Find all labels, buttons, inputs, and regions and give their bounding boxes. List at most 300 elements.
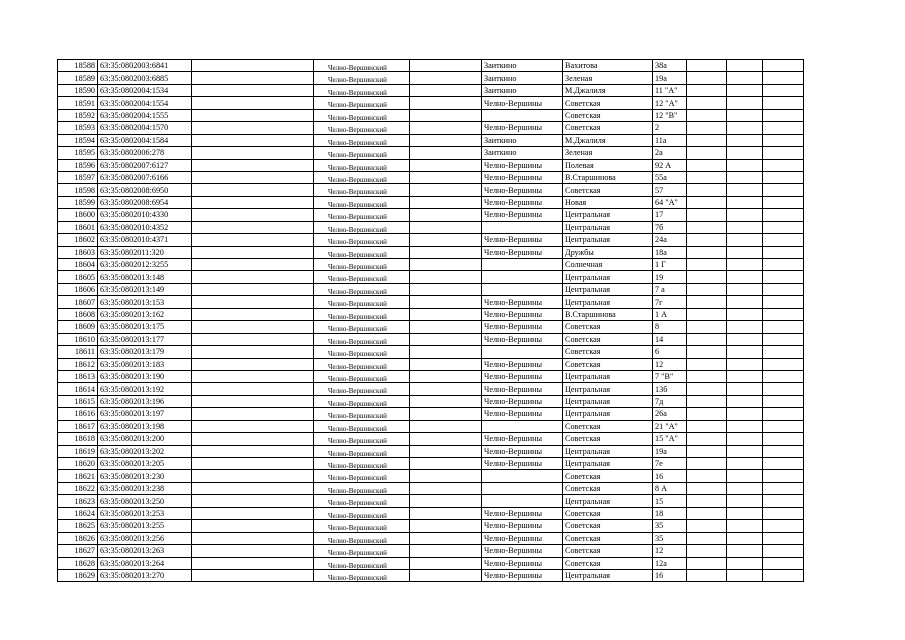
table-row <box>58 72 804 84</box>
house-cell: 8 <box>653 321 687 333</box>
empty-cell <box>687 147 727 159</box>
district-cell <box>314 84 410 96</box>
cadastral-number-cell: 63:35:0802013:263 <box>98 545 192 557</box>
house-cell: 55а <box>653 171 687 183</box>
empty-cell <box>687 333 727 345</box>
empty-cell <box>410 532 482 544</box>
street-cell: М.Джалиля <box>563 134 653 146</box>
empty-cell <box>727 445 763 457</box>
table-row <box>58 420 804 432</box>
empty-cell <box>727 84 763 96</box>
empty-cell <box>687 532 727 544</box>
district-cell <box>314 221 410 233</box>
empty-cell <box>192 196 314 208</box>
empty-cell <box>687 370 727 382</box>
empty-cell <box>763 246 804 258</box>
table-row <box>58 395 804 407</box>
table-row <box>58 209 804 221</box>
locality-cell: Челно-Вершины <box>482 97 563 109</box>
empty-cell <box>687 383 727 395</box>
empty-cell <box>687 433 727 445</box>
district-label: Челно-Вершинский <box>328 151 387 159</box>
row-number-cell: 18623 <box>58 495 98 507</box>
empty-cell <box>192 271 314 283</box>
cadastral-number-cell: 63:35:0802004:1554 <box>98 97 192 109</box>
house-cell: 7 а <box>653 283 687 295</box>
row-number-cell: 18604 <box>58 259 98 271</box>
house-cell: 16 <box>653 470 687 482</box>
table-row <box>58 495 804 507</box>
empty-cell <box>687 159 727 171</box>
empty-cell <box>687 171 727 183</box>
empty-cell <box>192 445 314 457</box>
district-label: Челно-Вершинский <box>328 225 387 234</box>
empty-cell <box>763 569 804 581</box>
empty-cell <box>192 134 314 146</box>
district-label: Челно-Вершинский <box>328 287 387 296</box>
cadastral-number-cell: 63:35:0802013:253 <box>98 507 192 519</box>
district-label: Челно-Вершинский <box>328 387 387 396</box>
empty-cell <box>687 569 727 581</box>
street-cell: Советская <box>563 358 653 370</box>
empty-cell <box>727 60 763 72</box>
cadastral-number-cell: 63:35:0802012:3255 <box>98 259 192 271</box>
district-cell <box>314 507 410 519</box>
street-cell: Центральная <box>563 370 653 382</box>
district-label: Челно-Вершинский <box>328 138 387 147</box>
empty-cell <box>763 221 804 233</box>
cadastral-number-cell: 63:35:0802013:238 <box>98 482 192 494</box>
district-cell <box>314 346 410 358</box>
empty-cell <box>763 321 804 333</box>
district-cell <box>314 60 410 72</box>
empty-cell <box>410 507 482 519</box>
district-cell <box>314 271 410 283</box>
street-cell: Центральная <box>563 395 653 407</box>
district-label: Челно-Вершинский <box>328 238 387 247</box>
cadastral-number-cell: 63:35:0802013:177 <box>98 333 192 345</box>
empty-cell <box>192 346 314 358</box>
empty-cell <box>410 234 482 246</box>
house-cell: 21 "А" <box>653 420 687 432</box>
district-cell <box>314 545 410 557</box>
empty-cell <box>763 470 804 482</box>
street-cell: Центральная <box>563 296 653 308</box>
table-row <box>58 147 804 159</box>
table-row <box>58 234 804 246</box>
street-cell: Советская <box>563 507 653 519</box>
table-row <box>58 482 804 494</box>
empty-cell <box>727 321 763 333</box>
cadastral-number-cell: 63:35:0802003:6885 <box>98 72 192 84</box>
empty-cell <box>687 109 727 121</box>
empty-cell <box>763 234 804 246</box>
table-row <box>58 84 804 96</box>
table-row <box>58 296 804 308</box>
row-number-cell: 18624 <box>58 507 98 519</box>
empty-cell <box>687 557 727 569</box>
table-row <box>58 383 804 395</box>
locality-cell <box>482 283 563 295</box>
row-number-cell: 18591 <box>58 97 98 109</box>
cadastral-number-cell: 63:35:0802013:230 <box>98 470 192 482</box>
cadastral-number-cell: 63:35:0802007:6127 <box>98 159 192 171</box>
district-label: Челно-Вершинский <box>328 549 387 557</box>
street-cell: Советская <box>563 97 653 109</box>
locality-cell: Заиткино <box>482 147 563 159</box>
cadastral-number-cell: 63:35:0802013:162 <box>98 308 192 320</box>
locality-cell: Челно-Вершины <box>482 569 563 581</box>
house-cell: 26а <box>653 408 687 420</box>
table-row <box>58 433 804 445</box>
street-cell: Дружбы <box>563 246 653 258</box>
row-number-cell: 18607 <box>58 296 98 308</box>
empty-cell <box>727 458 763 470</box>
district-label: Челно-Вершинский <box>328 424 387 433</box>
district-cell <box>314 520 410 532</box>
house-cell: 15 "А" <box>653 433 687 445</box>
row-number-cell: 18610 <box>58 333 98 345</box>
district-cell <box>314 283 410 295</box>
cadastral-number-cell: 63:35:0802013:153 <box>98 296 192 308</box>
house-cell: 11 "А" <box>653 84 687 96</box>
empty-cell <box>763 109 804 121</box>
empty-cell <box>192 557 314 569</box>
empty-cell <box>687 495 727 507</box>
empty-cell <box>192 383 314 395</box>
empty-cell <box>687 395 727 407</box>
locality-cell: Челно-Вершины <box>482 321 563 333</box>
row-number-cell: 18599 <box>58 196 98 208</box>
street-cell: Советская <box>563 482 653 494</box>
table-row <box>58 246 804 258</box>
empty-cell <box>192 532 314 544</box>
empty-cell <box>727 159 763 171</box>
district-label: Челно-Вершинский <box>328 275 387 284</box>
empty-cell <box>410 271 482 283</box>
row-number-cell: 18611 <box>58 346 98 358</box>
empty-cell <box>763 209 804 221</box>
empty-cell <box>687 445 727 457</box>
locality-cell: Заиткино <box>482 72 563 84</box>
empty-cell <box>410 482 482 494</box>
empty-cell <box>192 283 314 295</box>
row-number-cell: 18597 <box>58 171 98 183</box>
empty-cell <box>727 557 763 569</box>
empty-cell <box>727 147 763 159</box>
empty-cell <box>727 171 763 183</box>
house-cell: 1 Г <box>653 259 687 271</box>
empty-cell <box>763 346 804 358</box>
locality-cell <box>482 221 563 233</box>
empty-cell <box>192 159 314 171</box>
house-cell: 15 <box>653 495 687 507</box>
locality-cell: Челно-Вершины <box>482 395 563 407</box>
house-cell: 18 <box>653 507 687 519</box>
district-cell <box>314 296 410 308</box>
district-cell <box>314 234 410 246</box>
district-label: Челно-Вершинский <box>328 188 387 197</box>
empty-cell <box>727 420 763 432</box>
empty-cell <box>410 420 482 432</box>
table-row <box>58 370 804 382</box>
empty-cell <box>192 72 314 84</box>
empty-cell <box>410 545 482 557</box>
empty-cell <box>410 259 482 271</box>
empty-cell <box>727 259 763 271</box>
street-cell: В.Старшинова <box>563 171 653 183</box>
district-cell <box>314 433 410 445</box>
table-row <box>58 109 804 121</box>
row-number-cell: 18595 <box>58 147 98 159</box>
empty-cell <box>410 60 482 72</box>
locality-cell: Челно-Вершины <box>482 358 563 370</box>
street-cell: Советская <box>563 122 653 134</box>
row-number-cell: 18622 <box>58 482 98 494</box>
district-cell <box>314 159 410 171</box>
empty-cell <box>763 445 804 457</box>
district-cell <box>314 196 410 208</box>
district-label: Челно-Вершинский <box>328 350 387 358</box>
empty-cell <box>687 134 727 146</box>
empty-cell <box>192 234 314 246</box>
cadastral-number-cell: 63:35:0802013:205 <box>98 458 192 470</box>
empty-cell <box>687 196 727 208</box>
district-cell <box>314 532 410 544</box>
empty-cell <box>727 246 763 258</box>
street-cell: Зеленая <box>563 72 653 84</box>
locality-cell: Челно-Вершины <box>482 520 563 532</box>
district-label: Челно-Вершинский <box>328 250 387 259</box>
house-cell: 7е <box>653 458 687 470</box>
street-cell: Центральная <box>563 271 653 283</box>
district-label: Челно-Вершинский <box>328 499 387 508</box>
district-label: Челно-Вершинский <box>328 64 387 72</box>
house-cell: 19а <box>653 72 687 84</box>
locality-cell: Челно-Вершины <box>482 445 563 457</box>
empty-cell <box>727 507 763 519</box>
empty-cell <box>727 495 763 507</box>
empty-cell <box>763 308 804 320</box>
street-cell: Центральная <box>563 495 653 507</box>
empty-cell <box>727 283 763 295</box>
cadastral-number-cell: 63:35:0802004:1534 <box>98 84 192 96</box>
table-row <box>58 569 804 581</box>
cadastral-number-cell: 63:35:0802013:175 <box>98 321 192 333</box>
empty-cell <box>687 358 727 370</box>
house-cell: 19 <box>653 271 687 283</box>
empty-cell <box>727 221 763 233</box>
empty-cell <box>763 545 804 557</box>
street-cell: Советская <box>563 333 653 345</box>
district-label: Челно-Вершинский <box>328 263 387 271</box>
row-number-cell: 18617 <box>58 420 98 432</box>
empty-cell <box>763 395 804 407</box>
empty-cell <box>727 296 763 308</box>
district-cell <box>314 72 410 84</box>
district-label: Челно-Вершинский <box>328 126 387 135</box>
district-label: Челно-Вершинский <box>328 200 387 209</box>
row-number-cell: 18629 <box>58 569 98 581</box>
cadastral-number-cell: 63:35:0802013:255 <box>98 520 192 532</box>
row-number-cell: 18600 <box>58 209 98 221</box>
empty-cell <box>192 395 314 407</box>
empty-cell <box>687 259 727 271</box>
empty-cell <box>687 97 727 109</box>
district-cell <box>314 122 410 134</box>
district-cell <box>314 420 410 432</box>
cadastral-number-cell: 63:35:0802013:202 <box>98 445 192 457</box>
table-row <box>58 159 804 171</box>
table-row <box>58 333 804 345</box>
empty-cell <box>687 520 727 532</box>
locality-cell: Челно-Вершины <box>482 383 563 395</box>
row-number-cell: 18615 <box>58 395 98 407</box>
locality-cell: Челно-Вершины <box>482 557 563 569</box>
empty-cell <box>727 346 763 358</box>
empty-cell <box>410 97 482 109</box>
empty-cell <box>192 482 314 494</box>
row-number-cell: 18593 <box>58 122 98 134</box>
district-cell <box>314 358 410 370</box>
row-number-cell: 18608 <box>58 308 98 320</box>
district-label: Челно-Вершинский <box>328 300 387 309</box>
empty-cell <box>410 308 482 320</box>
house-cell: 12 "А" <box>653 97 687 109</box>
row-number-cell: 18616 <box>58 408 98 420</box>
empty-cell <box>410 520 482 532</box>
empty-cell <box>192 308 314 320</box>
empty-cell <box>192 259 314 271</box>
house-cell: 11а <box>653 134 687 146</box>
empty-cell <box>763 134 804 146</box>
row-number-cell: 18590 <box>58 84 98 96</box>
empty-cell <box>410 433 482 445</box>
cadastral-table <box>57 59 804 582</box>
empty-cell <box>410 333 482 345</box>
empty-cell <box>410 470 482 482</box>
empty-cell <box>410 159 482 171</box>
empty-cell <box>687 271 727 283</box>
district-label: Челно-Вершинский <box>328 399 387 408</box>
empty-cell <box>763 495 804 507</box>
row-number-cell: 18614 <box>58 383 98 395</box>
street-cell: Центральная <box>563 458 653 470</box>
district-cell <box>314 383 410 395</box>
empty-cell <box>192 184 314 196</box>
district-label: Челно-Вершинский <box>328 524 387 533</box>
empty-cell <box>192 84 314 96</box>
empty-cell <box>410 283 482 295</box>
district-label: Челно-Вершинский <box>328 101 387 110</box>
locality-cell: Челно-Вершины <box>482 458 563 470</box>
district-cell <box>314 308 410 320</box>
table-row <box>58 346 804 358</box>
empty-cell <box>410 321 482 333</box>
empty-cell <box>687 72 727 84</box>
district-label: Челно-Вершинский <box>328 474 387 483</box>
locality-cell <box>482 495 563 507</box>
empty-cell <box>687 60 727 72</box>
empty-cell <box>192 209 314 221</box>
locality-cell <box>482 271 563 283</box>
locality-cell: Челно-Вершины <box>482 246 563 258</box>
table-row <box>58 221 804 233</box>
empty-cell <box>727 109 763 121</box>
row-number-cell: 18605 <box>58 271 98 283</box>
empty-cell <box>763 271 804 283</box>
street-cell: Центральная <box>563 445 653 457</box>
table-row <box>58 134 804 146</box>
empty-cell <box>410 458 482 470</box>
street-cell: Центральная <box>563 283 653 295</box>
table-row <box>58 184 804 196</box>
empty-cell <box>410 495 482 507</box>
empty-cell <box>410 109 482 121</box>
district-cell <box>314 333 410 345</box>
empty-cell <box>410 209 482 221</box>
empty-cell <box>727 408 763 420</box>
row-number-cell: 18621 <box>58 470 98 482</box>
locality-cell: Челно-Вершины <box>482 159 563 171</box>
locality-cell: Челно-Вершины <box>482 370 563 382</box>
empty-cell <box>763 159 804 171</box>
street-cell: Советская <box>563 109 653 121</box>
empty-cell <box>763 458 804 470</box>
empty-cell <box>687 420 727 432</box>
empty-cell <box>687 458 727 470</box>
empty-cell <box>192 358 314 370</box>
row-number-cell: 18625 <box>58 520 98 532</box>
row-number-cell: 18602 <box>58 234 98 246</box>
empty-cell <box>192 408 314 420</box>
empty-cell <box>410 134 482 146</box>
street-cell: Советская <box>563 557 653 569</box>
house-cell: 6 <box>653 346 687 358</box>
district-cell <box>314 97 410 109</box>
empty-cell <box>687 482 727 494</box>
district-label: Челно-Вершинский <box>328 325 387 334</box>
house-cell: 17 <box>653 209 687 221</box>
locality-cell: Челно-Вершины <box>482 296 563 308</box>
table-row <box>58 445 804 457</box>
house-cell: 18а <box>653 246 687 258</box>
street-cell: Советская <box>563 433 653 445</box>
empty-cell <box>727 370 763 382</box>
district-label: Челно-Вершинский <box>328 163 387 172</box>
district-cell <box>314 321 410 333</box>
district-cell <box>314 445 410 457</box>
empty-cell <box>727 234 763 246</box>
locality-cell: Челно-Вершины <box>482 433 563 445</box>
district-label: Челно-Вершинский <box>328 76 387 85</box>
district-cell <box>314 470 410 482</box>
table-row <box>58 532 804 544</box>
street-cell: Центральная <box>563 221 653 233</box>
row-number-cell: 18598 <box>58 184 98 196</box>
empty-cell <box>727 569 763 581</box>
empty-cell <box>192 458 314 470</box>
empty-cell <box>727 532 763 544</box>
empty-cell <box>763 84 804 96</box>
empty-cell <box>687 408 727 420</box>
house-cell: 57 <box>653 184 687 196</box>
district-label: Челно-Вершинский <box>328 561 387 570</box>
empty-cell <box>192 171 314 183</box>
row-number-cell: 18603 <box>58 246 98 258</box>
empty-cell <box>192 507 314 519</box>
row-number-cell: 18619 <box>58 445 98 457</box>
